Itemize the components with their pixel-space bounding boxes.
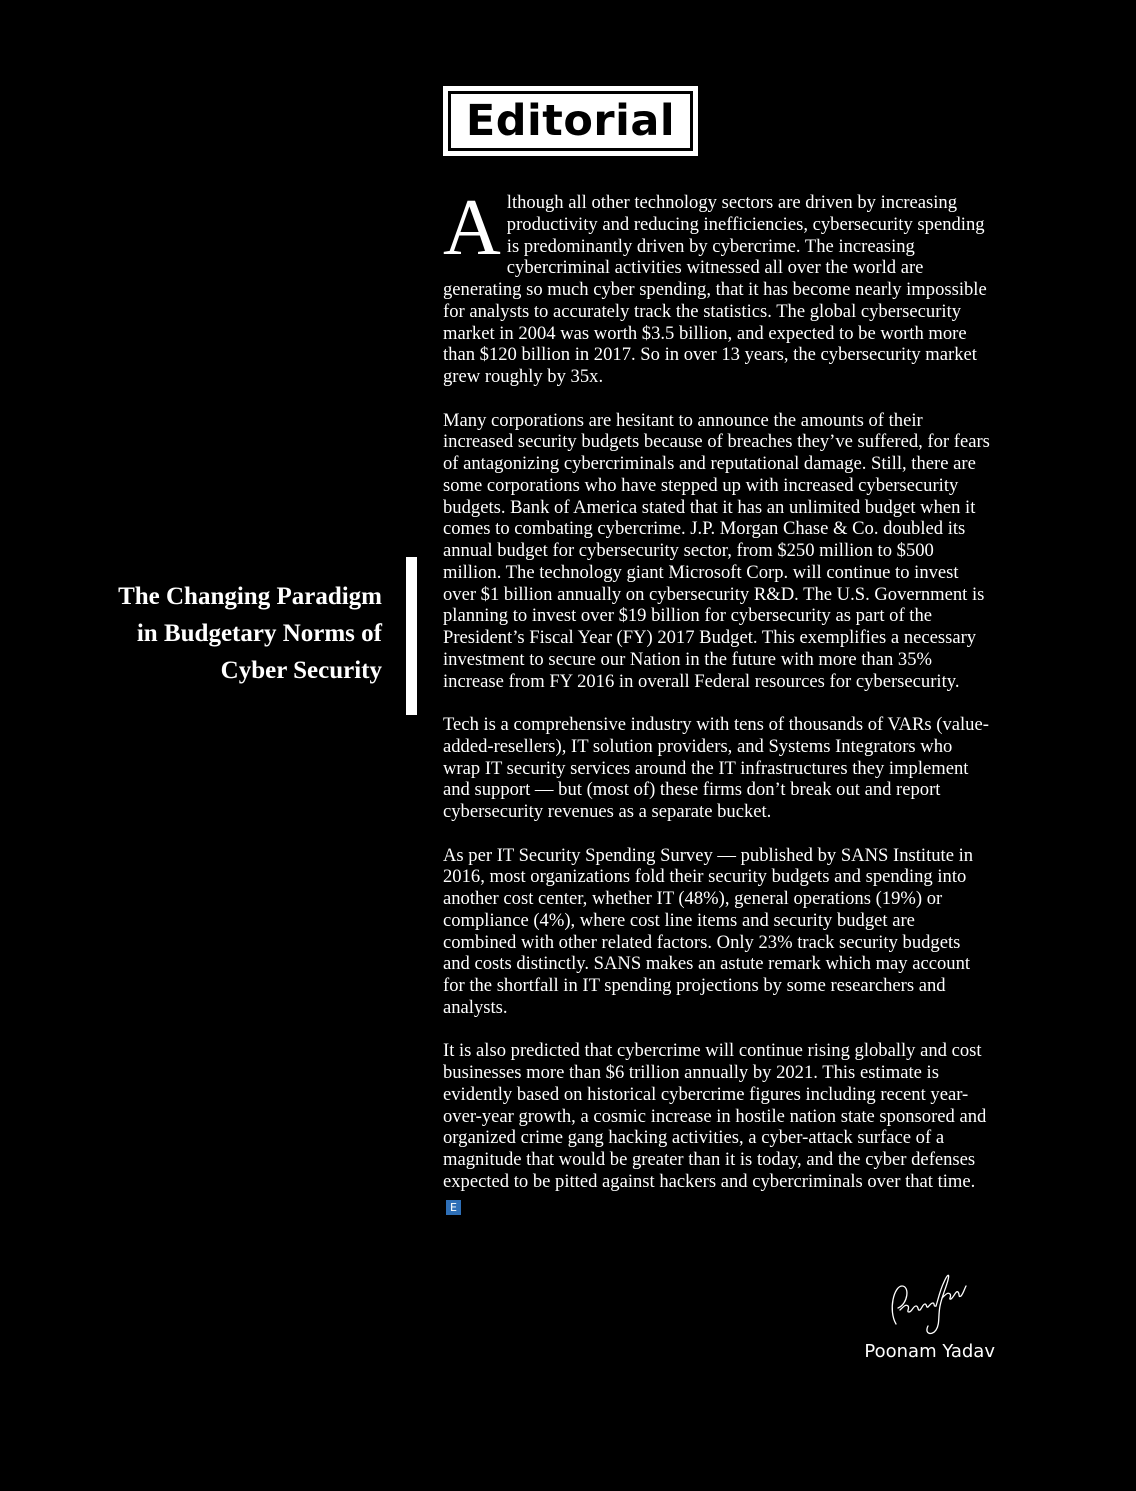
- masthead-frame: [448, 91, 693, 151]
- paragraph-1: [443, 184, 991, 388]
- paragraph-2: Many corporations are hesitant to announce the amounts of their increased security budgets because of breaches they’ve suffered, for fears of antagonizing cybercriminals and reputational damage. Still, there are some corporations who have stepped up with increased cybersecurity budgets. Bank of America stated that it has an unlimited budget when it comes to combating cybercrime. J.P. Morgan Chase & Co. doubled its annual budget for cybersecurity sector, from $250 million to $500 million. The technology giant Microsoft Corp. will continue to invest over $1 billion annually on cybersecurity R&D. The U.S. Government is planning to invest over $19 billion for cybersecurity as part of the President’s Fiscal Year (FY) 2017 Budget. This exemplifies a necessary investment to secure our Nation in the future with more than 35% increase from FY 2016 in overall Federal resources for cybersecurity.: [443, 409, 990, 692]
- drop-cap: A: [443, 184, 501, 272]
- paragraph-1-text: lthough all other technology sectors are driven by increasing productivity and reducing inefficiencies, cybersecurity spending is predominantly driven by cybercrime. The increasing cybercriminal activities witnessed all over the world are generating so much cyber spending, that it has become nearly impossible for analysts to accurately track the statistics. The global cybersecurity market in 2004 was worth $3.5 billion, and expected to be worth more than $120 billion in 2017. So in over 13 years, the cybersecurity market grew roughly by 35x.: [443, 192, 987, 387]
- paragraph-5-text: It is also predicted that cybercrime will continue rising globally and cost businesses more than $6 trillion annually by 2021. This estimate is evidently based on historical cybercrime figures including recent year-over-year growth, a cosmic increase in hostile nation state sponsored and organized crime gang hacking activities, a cyber-attack surface of a magnitude that would be greater than it is today, and the cyber defenses expected to be pitted against hackers and cybercriminals over that time.: [443, 1040, 987, 1192]
- end-mark-icon: E: [446, 1200, 461, 1215]
- headline-divider: [406, 557, 417, 715]
- author-name: Poonam Yadav: [864, 1341, 995, 1362]
- masthead-title: Editorial: [465, 95, 676, 146]
- paragraph-4: As per IT Security Spending Survey — published by SANS Institute in 2016, most organizations fold their security budgets and spending into another cost center, whether IT (48%), general operations (19%) or compliance (4%), where cost line items and security budget are combined with other related factors. Only 23% track security budgets and costs distinctly. SANS makes an astute remark which may account for the shortfall in IT spending projections by some researchers and analysts.: [443, 844, 974, 1018]
- headline-line-3: Cyber Security: [220, 657, 382, 684]
- editorial-masthead: [443, 86, 698, 156]
- paragraph-5: [443, 1040, 991, 1214]
- headline-line-1: The Changing Paradigm: [118, 583, 382, 610]
- article-body: [443, 184, 991, 1236]
- article-headline: [60, 578, 382, 689]
- signature-icon: [884, 1262, 974, 1342]
- paragraph-3: Tech is a comprehensive industry with tens of thousands of VARs (value-added-resellers), IT solution providers, and Systems Integrators who wrap IT security services around the IT infrastructures they implement and support — but (most of) these firms don’t break out and report cybersecurity revenues as a separate bucket.: [443, 714, 989, 822]
- headline-line-2: in Budgetary Norms of: [136, 620, 382, 647]
